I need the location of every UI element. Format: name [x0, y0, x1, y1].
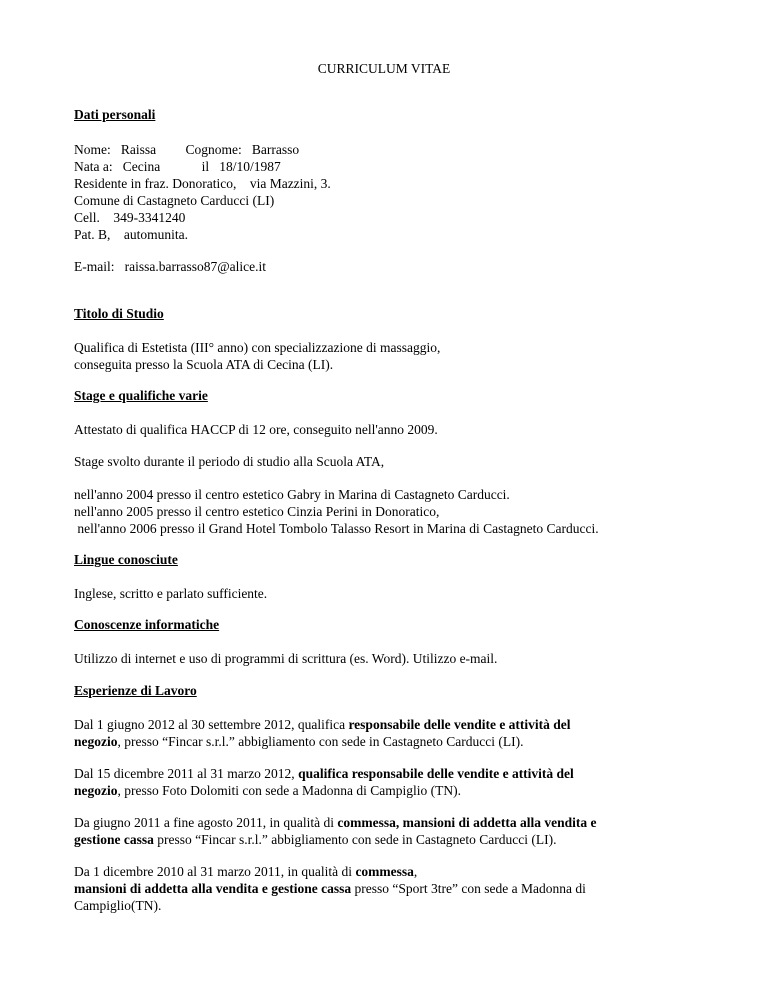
- esperienza-2-line-1: [74, 765, 574, 782]
- esperienza-1-line-2: [74, 733, 524, 750]
- esperienza-3-role-end: gestione cassa: [74, 832, 154, 847]
- email-label: E-mail:: [74, 259, 115, 274]
- esperienza-4-duties: mansioni di addetta alla vendita e gestione cassa: [74, 881, 352, 896]
- cognome-value: Barrasso: [251, 142, 300, 157]
- lingue-text: Inglese, scritto e parlato sufficiente.: [74, 586, 268, 601]
- informatica-text: Utilizzo di internet e uso di programmi di scrittura (es. Word). Utilizzo e-mail.: [74, 651, 498, 666]
- esperienza-3-company: presso “Fincar s.r.l.” abbigliamento con sede in Castagneto Carducci (LI).: [153, 832, 557, 847]
- stage-item-2004: nell'anno 2004 presso il centro estetico Gabry in Marina di Castagneto Carducci.: [74, 487, 510, 502]
- automunita-value: automunita.: [123, 227, 189, 242]
- esperienza-2-line-2: [74, 782, 461, 799]
- email-value: raissa.barrasso87@alice.it: [124, 259, 267, 274]
- esperienza-4-text: Da 1 dicembre 2010 al 31 marzo 2011, in qualità di: [74, 864, 356, 879]
- cell-value: 349-3341240: [113, 210, 186, 225]
- heading-informatica: Conoscenze informatiche: [74, 617, 220, 632]
- esperienza-1-line-1: [74, 716, 571, 733]
- line-comune: Comune di Castagneto Carducci (LI): [74, 193, 275, 208]
- cognome-label: Cognome:: [185, 142, 242, 157]
- line-patente: [74, 226, 188, 243]
- esperienza-1-company: , presso “Fincar s.r.l.” abbigliamento con sede in Castagneto Carducci (LI).: [117, 734, 524, 749]
- nome-label: Nome:: [74, 142, 111, 157]
- nome-value: Raissa: [120, 142, 157, 157]
- studio-line-1: Qualifica di Estetista (III° anno) con specializzazione di massaggio,: [74, 340, 441, 355]
- esperienza-1-role-end: negozio: [74, 734, 118, 749]
- stage-item-2006: [74, 520, 599, 537]
- stage-intro: Stage svolto durante il periodo di studio alla Scuola ATA,: [74, 454, 385, 469]
- via-value: via Mazzini, 3.: [249, 176, 331, 191]
- esperienza-2-company: , presso Foto Dolomiti con sede a Madonna di Campiglio (TN).: [117, 783, 461, 798]
- line-nome: [74, 141, 299, 158]
- studio-line-2: conseguita presso la Scuola ATA di Cecina (LI).: [74, 357, 334, 372]
- esperienza-1-text: Dal 1 giugno 2012 al 30 settembre 2012, qualifica: [74, 717, 349, 732]
- heading-dati-personali: Dati personali: [74, 107, 156, 122]
- stage-haccp: Attestato di qualifica HACCP di 12 ore, conseguito nell'anno 2009.: [74, 422, 438, 437]
- esperienza-4-line-3: Campiglio(TN).: [74, 898, 162, 913]
- esperienza-3-role: commessa, mansioni di addetta alla vendita e: [337, 815, 597, 830]
- residente-value: Residente in fraz. Donoratico,: [74, 176, 237, 191]
- stage-item-2005: nell'anno 2005 presso il centro estetico Cinzia Perini in Donoratico,: [74, 504, 440, 519]
- esperienza-2-role: qualifica responsabile delle vendite e attività del: [298, 766, 574, 781]
- esperienza-2-role-end: negozio: [74, 783, 118, 798]
- esperienza-4-line-1: [74, 863, 417, 880]
- il-label: il: [201, 159, 210, 174]
- nata-luogo: Cecina: [122, 159, 161, 174]
- heading-lingue: Lingue conosciute: [74, 552, 178, 567]
- esperienza-3-line-2: [74, 831, 557, 848]
- patente-label: Pat. B,: [74, 227, 111, 242]
- nata-label: Nata a:: [74, 159, 113, 174]
- esperienza-4-role: commessa: [355, 864, 414, 879]
- heading-titolo-studio: Titolo di Studio: [74, 306, 164, 321]
- esperienza-1-role: responsabile delle vendite e attività del: [348, 717, 571, 732]
- heading-stage: Stage e qualifiche varie: [74, 388, 208, 403]
- esperienza-3-text: Da giugno 2011 a fine agosto 2011, in qualità di: [74, 815, 338, 830]
- esperienza-4-company: presso “Sport 3tre” con sede a Madonna di: [351, 881, 586, 896]
- esperienza-2-text: Dal 15 dicembre 2011 al 31 marzo 2012,: [74, 766, 299, 781]
- esperienza-4-line-2: [74, 880, 586, 897]
- line-nascita: [74, 158, 281, 175]
- esperienza-4-comma: ,: [413, 864, 418, 879]
- line-email: [74, 258, 266, 275]
- line-cell: [74, 209, 185, 226]
- esperienza-3-line-1: [74, 814, 596, 831]
- cell-label: Cell.: [74, 210, 100, 225]
- document-title: CURRICULUM VITAE: [317, 61, 451, 76]
- line-residenza: [74, 175, 331, 192]
- data-nascita: 18/10/1987: [219, 159, 281, 174]
- stage-item-2006-text: nell'anno 2006 presso il Grand Hotel Tombolo Talasso Resort in Marina di Castagneto Carducci.: [77, 521, 599, 536]
- heading-esperienze: Esperienze di Lavoro: [74, 683, 197, 698]
